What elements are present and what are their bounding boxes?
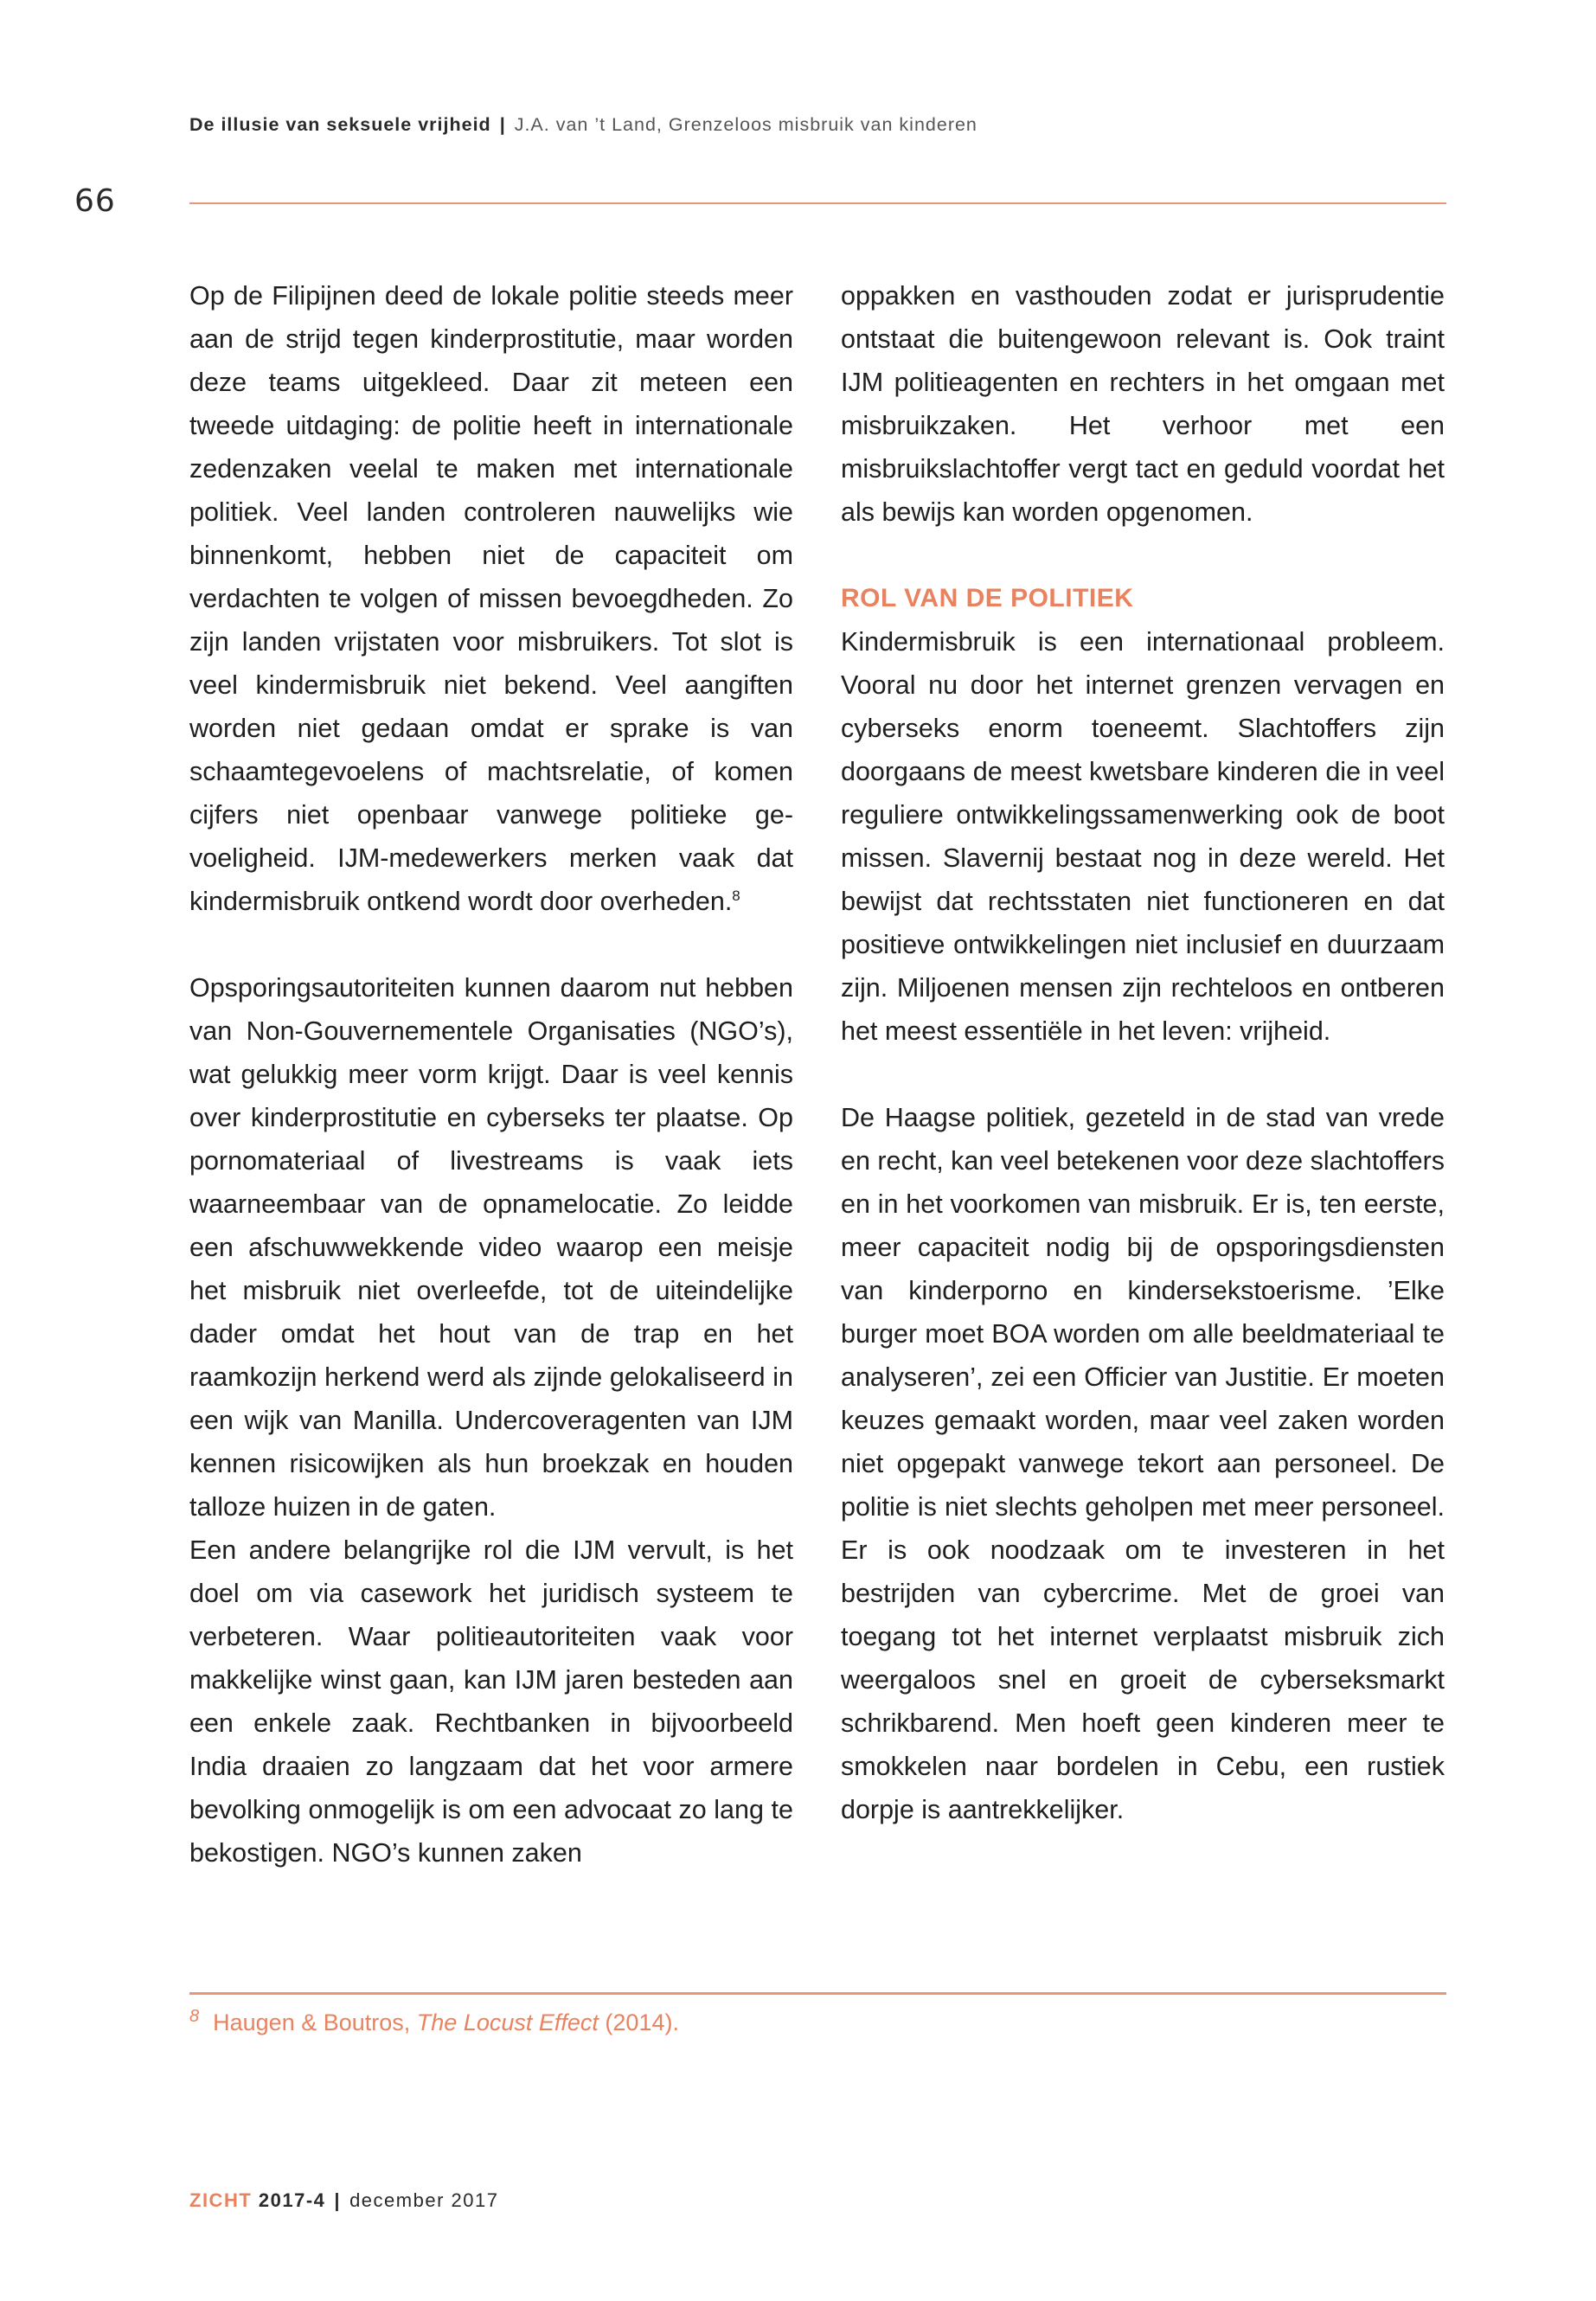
footer-separator: | xyxy=(334,2189,342,2211)
page-footer xyxy=(189,2189,498,2212)
running-head xyxy=(189,114,977,136)
footer-brand: ZICHT xyxy=(189,2189,253,2211)
footnote-year: (2014). xyxy=(605,2009,679,2035)
left-paragraph-3: Een andere belangrijke rol die IJM vervult, is het doel om via casework het juridisch systeem te verbeteren. Waar politieautoriteiten vaak voor makkelijke winst gaan, kan IJM jaren besteden aan een enkele zaak. Rechtbanken in bijvoorbeeld India draaien zo langzaam dat het voor armere bevolking onmogelijk is om een advocaat zo lang te bekostigen. NGO’s kunnen zaken xyxy=(189,1535,793,1868)
page-number: 66 xyxy=(74,183,116,219)
footnote-authors: Haugen & Boutros, xyxy=(213,2009,411,2035)
footnote-number: 8 xyxy=(189,2007,200,2026)
right-paragraph-3: De Haagse politiek, gezeteld in de stad van vrede en recht, kan veel betekenen voor deze slachtoffers en in het voorkomen van misbruik. Er is, ten eerste, meer capaciteit nodig bij de opsporingsdiensten van kinderporno en kindersekstoerisme. ’Elke burger moet BOA worden om alle beeldmateriaal te analyseren’, zei een Officier van Justitie. Er moeten keuzes gemaakt worden, maar veel zaken worden niet opgepakt vanwege tekort aan personeel. De politie is niet slechts geholpen met meer personeel. Er is ook noodzaak om te investeren in het bestrijden van cybercrime. Met de groei van toegang tot het internet verplaatst misbruik zich weergaloos snel en groeit de cyberseksmarkt schrikbarend. Men hoeft geen kinderen meer te smokkelen naar bordelen in Cebu, een rustiek dorpje is aantrekkelijker. xyxy=(841,1103,1445,1824)
footnote-title: The Locust Effect xyxy=(416,2009,599,2035)
right-paragraph-1: oppakken en vasthouden zodat er jurisprudentie ontstaat die buitengewoon relevant is. Ook traint IJM politieagenten en rechters in het omgaan met misbruikzaken. Het verhoor met een misbruikslachtoffer vergt tact en geduld voordat het als bewijs kan worden opgenomen. xyxy=(841,281,1445,527)
left-paragraph-1 xyxy=(189,274,793,923)
footnote-reference: 8 xyxy=(732,887,740,904)
left-paragraph-1-text: Op de Filipijnen deed de lokale politie steeds meer aan de strijd tegen kinderprostitutie, maar worden deze teams uitgekleed. Daar zit meteen een tweede uitdaging: de politie heeft in internationale zedenzaken veelal te maken met internationale politiek. Veel landen controleren nauwelijks wie binnenkomt, hebben niet de capaciteit om verdachten te volgen of missen bevoegdheden. Zo zijn landen vrijstaten voor misbruikers. Tot slot is veel kindermisbruik niet bekend. Veel aangiften worden niet gedaan omdat er sprake is van schaamtegevoelens of machtsrelatie, of komen cijfers niet openbaar vanwege politieke gevoeligheid. IJM-medewerkers merken vaak dat kindermisbruik ontkend wordt door overheden. xyxy=(189,281,793,916)
running-head-title: De illusie van seksuele vrijheid xyxy=(189,114,491,135)
running-head-subtitle: J.A. van ’t Land, Grenzeloos misbruik van kinderen xyxy=(514,114,977,135)
footer-date: december 2017 xyxy=(349,2189,499,2211)
right-column xyxy=(841,274,1445,1831)
footer-issue: 2017-4 xyxy=(258,2189,326,2211)
left-paragraph-2: Opsporingsautoriteiten kunnen daarom nut hebben van Non-Gouvernementele Organisaties (NGO’s), wat gelukkig meer vorm krijgt. Daar is veel kennis over kinderprostitutie en cyberseks ter plaatse. Op pornomateriaal of livestreams is vaak iets waarneembaar van de opnamelocatie. Zo leidde een afschuwwekkende video waarop een meisje het misbruik niet overleefde, tot de uiteindelijke dader omdat het hout van de trap en het raamkozijn herkend werd als zijnde gelokaliseerd in een wijk van Manilla. Undercoveragenten van IJM kennen risicowijken als hun broekzak en houden talloze huizen in de gaten. xyxy=(189,973,793,1522)
right-paragraph-2: Kindermisbruik is een internationaal probleem. Vooral nu door het internet grenzen vervagen en cyberseks enorm toeneemt. Slachtoffers zijn doorgaans de meest kwetsbare kinderen die in veel reguliere ontwikkelingssamenwerking ook de boot missen. Slavernij bestaat nog in deze wereld. Het bewijst dat rechtsstaten niet functioneren en dat positieve ontwikkelingen niet inclusief en duurzaam zijn. Miljoenen mensen zijn rechteloos en ontberen het meest essentiële in het leven: vrijheid. xyxy=(841,627,1445,1046)
section-heading: ROL VAN DE POLITIEK xyxy=(841,584,1134,612)
running-head-separator: | xyxy=(499,114,506,135)
footnote xyxy=(189,2007,679,2036)
footnote-divider xyxy=(189,1992,1446,1995)
left-column xyxy=(189,274,793,1875)
header-divider xyxy=(189,202,1446,204)
